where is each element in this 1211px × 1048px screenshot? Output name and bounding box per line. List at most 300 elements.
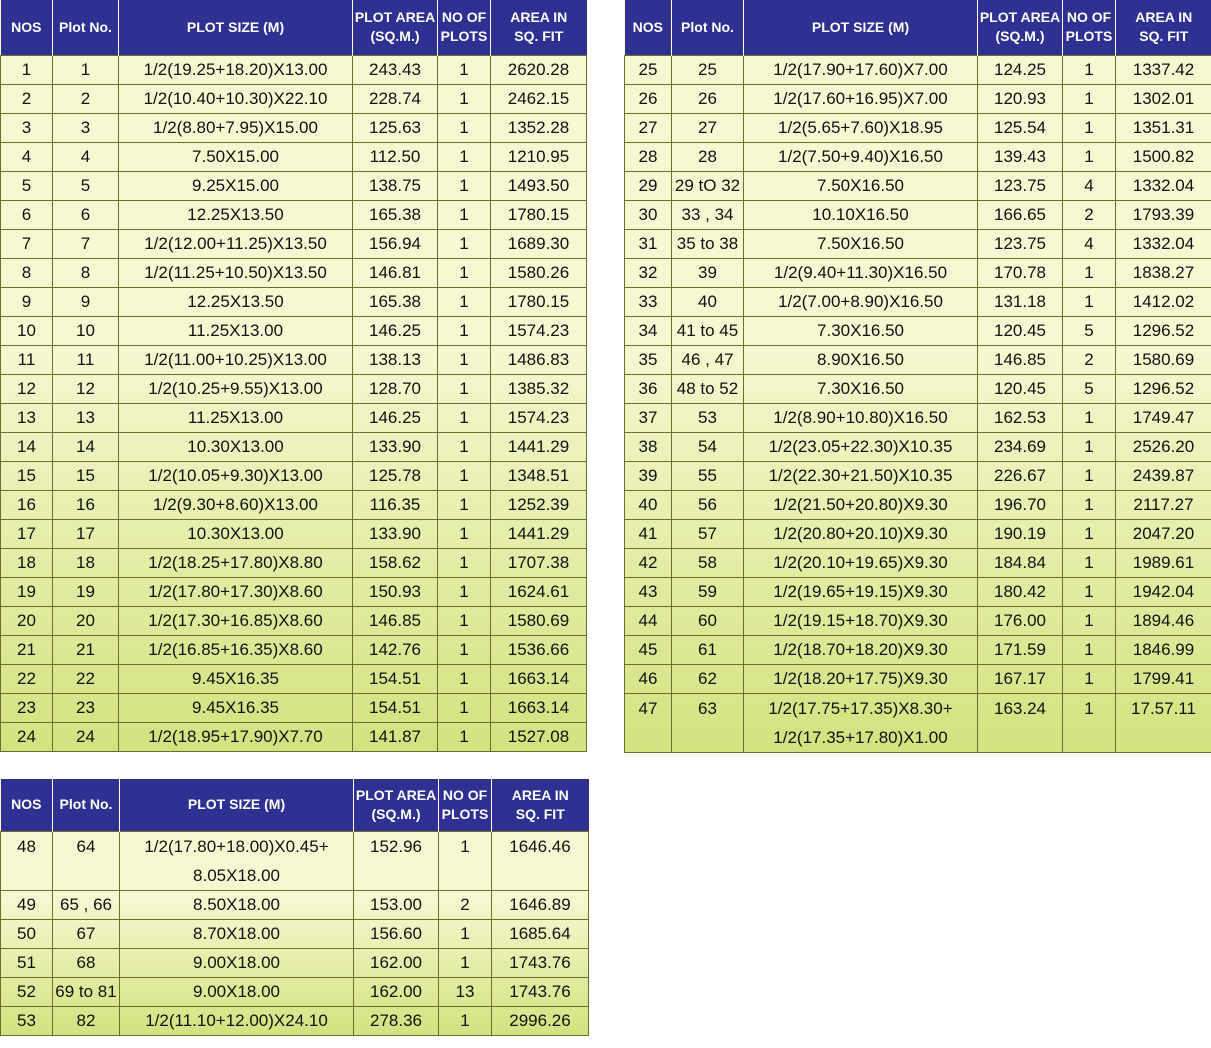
cell-plot-size: 1/2(19.25+18.20)X13.00 <box>119 55 353 84</box>
cell-area-sqft: 1989.61 <box>1116 548 1211 577</box>
cell-no-of-plots: 5 <box>1063 374 1116 403</box>
cell-no-of-plots: 1 <box>438 113 491 142</box>
cell-area-sqft: 1385.32 <box>491 374 587 403</box>
cell-plot-no: 24 <box>53 722 119 751</box>
cell-no-of-plots: 4 <box>1063 171 1116 200</box>
cell-no-of-plots: 1 <box>1063 432 1116 461</box>
cell-plot-no: 27 <box>672 113 744 142</box>
cell-area-sqft: 1689.30 <box>491 229 587 258</box>
cell-area-sqft: 1743.76 <box>492 977 589 1006</box>
cell-plot-area: 243.43 <box>353 55 438 84</box>
header-plot-area-line2: (SQ.M.) <box>371 805 421 822</box>
cell-plot-no: 64 <box>53 831 120 890</box>
cell-plot-no: 1 <box>53 55 119 84</box>
cell-plot-no: 33 , 34 <box>672 200 744 229</box>
cell-nos: 24 <box>1 722 53 751</box>
header-area-in-line2: SQ. FIT <box>514 28 564 45</box>
cell-no-of-plots: 1 <box>438 519 491 548</box>
cell-plot-no: 61 <box>672 635 744 664</box>
table-row <box>1 1006 589 1035</box>
cell-plot-size: 1/2(10.05+9.30)X13.00 <box>119 461 353 490</box>
cell-plot-no: 59 <box>672 577 744 606</box>
cell-plot-size: 1/2(12.00+11.25)X13.50 <box>119 229 353 258</box>
cell-area-sqft: 1348.51 <box>491 461 587 490</box>
cell-no-of-plots: 1 <box>439 948 492 977</box>
cell-plot-size: 12.25X13.50 <box>119 200 353 229</box>
header-area-in-line2: SQ. FIT <box>1139 28 1189 45</box>
table-row <box>1 403 587 432</box>
cell-no-of-plots: 1 <box>438 142 491 171</box>
cell-nos: 16 <box>1 490 53 519</box>
cell-no-of-plots: 1 <box>438 548 491 577</box>
table-row <box>625 403 1211 432</box>
cell-plot-no: 69 to 81 <box>53 977 120 1006</box>
cell-area-sqft: 1337.42 <box>1116 55 1211 84</box>
table-row <box>1 519 587 548</box>
cell-nos: 30 <box>625 200 672 229</box>
cell-plot-area: 123.75 <box>978 229 1063 258</box>
cell-nos: 35 <box>625 345 672 374</box>
cell-plot-no: 15 <box>53 461 119 490</box>
cell-plot-size-line2: 1/2(17.35+17.80)X1.00 <box>773 727 948 747</box>
header-no-of-line1: NO OF <box>1066 9 1112 26</box>
cell-plot-size: 8.70X18.00 <box>120 919 354 948</box>
cell-nos: 26 <box>625 84 672 113</box>
cell-no-of-plots: 1 <box>1063 664 1116 693</box>
cell-nos: 11 <box>1 345 53 374</box>
cell-plot-size: 1/2(11.00+10.25)X13.00 <box>119 345 353 374</box>
table-row <box>625 171 1211 200</box>
cell-area-sqft: 1500.82 <box>1116 142 1211 171</box>
header-plot-no: Plot No. <box>53 779 120 831</box>
cell-plot-size: 11.25X13.00 <box>119 316 353 345</box>
table-row <box>1 606 587 635</box>
table-row <box>625 577 1211 606</box>
cell-plot-size-line1: 1/2(17.75+17.35)X8.30+ <box>768 698 953 718</box>
cell-plot-area: 167.17 <box>978 664 1063 693</box>
cell-nos: 18 <box>1 548 53 577</box>
cell-nos: 45 <box>625 635 672 664</box>
cell-plot-area: 128.70 <box>353 374 438 403</box>
cell-nos: 29 <box>625 171 672 200</box>
cell-nos: 27 <box>625 113 672 142</box>
cell-area-sqft: 1707.38 <box>491 548 587 577</box>
cell-no-of-plots: 1 <box>438 403 491 432</box>
cell-no-of-plots: 1 <box>1063 606 1116 635</box>
cell-plot-size: 8.90X16.50 <box>744 345 978 374</box>
cell-plot-area: 158.62 <box>353 548 438 577</box>
cell-area-sqft: 1780.15 <box>491 287 587 316</box>
cell-no-of-plots: 1 <box>438 345 491 374</box>
cell-plot-size: 1/2(11.10+12.00)X24.10 <box>120 1006 354 1035</box>
table-row <box>1 635 587 664</box>
cell-nos: 19 <box>1 577 53 606</box>
cell-nos: 10 <box>1 316 53 345</box>
table-row <box>1 831 589 890</box>
cell-nos: 46 <box>625 664 672 693</box>
cell-nos: 37 <box>625 403 672 432</box>
cell-no-of-plots: 1 <box>1063 258 1116 287</box>
header-plot-no: Plot No. <box>53 0 119 55</box>
cell-nos: 33 <box>625 287 672 316</box>
cell-no-of-plots: 1 <box>438 635 491 664</box>
cell-area-sqft: 2047.20 <box>1116 519 1211 548</box>
cell-plot-no: 41 to 45 <box>672 316 744 345</box>
table-row <box>1 693 587 722</box>
table-row <box>1 142 587 171</box>
cell-plot-area: 133.90 <box>353 519 438 548</box>
cell-area-sqft: 1580.69 <box>1116 345 1211 374</box>
cell-plot-no: 21 <box>53 635 119 664</box>
cell-no-of-plots: 1 <box>1063 635 1116 664</box>
cell-plot-no: 6 <box>53 200 119 229</box>
cell-no-of-plots: 1 <box>438 461 491 490</box>
cell-plot-area: 116.35 <box>353 490 438 519</box>
cell-plot-size: 1/2(21.50+20.80)X9.30 <box>744 490 978 519</box>
cell-plot-size: 1/2(20.10+19.65)X9.30 <box>744 548 978 577</box>
table-row <box>1 84 587 113</box>
cell-area-sqft: 1646.89 <box>492 890 589 919</box>
cell-plot-area: 141.87 <box>353 722 438 751</box>
table-body-first <box>1 831 589 890</box>
table-row <box>1 948 589 977</box>
cell-plot-no: 56 <box>672 490 744 519</box>
cell-nos: 3 <box>1 113 53 142</box>
cell-area-sqft: 1527.08 <box>491 722 587 751</box>
table-row <box>625 316 1211 345</box>
cell-no-of-plots: 1 <box>1063 519 1116 548</box>
header-plot-area-line1: PLOT AREA <box>354 9 436 26</box>
cell-plot-size: 1/2(17.30+16.85)X8.60 <box>119 606 353 635</box>
cell-plot-no: 22 <box>53 664 119 693</box>
cell-nos: 25 <box>625 55 672 84</box>
cell-plot-size: 7.50X16.50 <box>744 171 978 200</box>
table-row <box>1 664 587 693</box>
cell-nos: 12 <box>1 374 53 403</box>
cell-plot-area: 166.65 <box>978 200 1063 229</box>
cell-plot-no: 10 <box>53 316 119 345</box>
cell-plot-size: 9.45X16.35 <box>119 693 353 722</box>
cell-area-sqft: 1412.02 <box>1116 287 1211 316</box>
table-row <box>625 258 1211 287</box>
cell-plot-no: 82 <box>53 1006 120 1035</box>
table-row <box>1 345 587 374</box>
cell-area-sqft: 1793.39 <box>1116 200 1211 229</box>
cell-nos: 43 <box>625 577 672 606</box>
cell-area-sqft: 1663.14 <box>491 664 587 693</box>
cell-plot-size-line1: 1/2(17.80+18.00)X0.45+ <box>144 836 329 856</box>
cell-no-of-plots: 1 <box>1063 403 1116 432</box>
cell-area-sqft: 1332.04 <box>1116 171 1211 200</box>
header-plot-area-line2: (SQ.M.) <box>995 28 1045 45</box>
table-row <box>1 461 587 490</box>
cell-no-of-plots: 1 <box>438 229 491 258</box>
cell-plot-size: 1/2(10.25+9.55)X13.00 <box>119 374 353 403</box>
cell-plot-no: 3 <box>53 113 119 142</box>
cell-area-sqft: 2117.27 <box>1116 490 1211 519</box>
cell-plot-size: 1/2(8.80+7.95)X15.00 <box>119 113 353 142</box>
table-row <box>625 287 1211 316</box>
cell-plot-area: 120.93 <box>978 84 1063 113</box>
header-no-of-plots <box>439 779 492 831</box>
cell-no-of-plots: 1 <box>438 722 491 751</box>
cell-area-sqft: 1838.27 <box>1116 258 1211 287</box>
cell-plot-area: 162.00 <box>354 948 439 977</box>
cell-plot-no: 68 <box>53 948 120 977</box>
cell-plot-area: 163.24 <box>978 693 1063 752</box>
table-body <box>1 55 587 751</box>
cell-nos: 17 <box>1 519 53 548</box>
table-row <box>625 548 1211 577</box>
cell-nos: 13 <box>1 403 53 432</box>
cell-plot-size: 1/2(22.30+21.50)X10.35 <box>744 461 978 490</box>
cell-plot-size: 1/2(8.90+10.80)X16.50 <box>744 403 978 432</box>
header-plot-area-line1: PLOT AREA <box>355 786 437 803</box>
cell-nos: 38 <box>625 432 672 461</box>
cell-no-of-plots: 1 <box>438 374 491 403</box>
cell-nos: 36 <box>625 374 672 403</box>
cell-plot-area: 150.93 <box>353 577 438 606</box>
cell-plot-area: 165.38 <box>353 287 438 316</box>
cell-plot-area: 184.84 <box>978 548 1063 577</box>
cell-plot-size: 1/2(19.65+19.15)X9.30 <box>744 577 978 606</box>
header-no-of-line2: PLOTS <box>1065 28 1113 45</box>
cell-nos: 40 <box>625 490 672 519</box>
cell-plot-no: 7 <box>53 229 119 258</box>
cell-plot-size: 1/2(18.25+17.80)X8.80 <box>119 548 353 577</box>
cell-plot-size: 1/2(17.90+17.60)X7.00 <box>744 55 978 84</box>
cell-plot-size <box>744 693 978 752</box>
cell-plot-no: 23 <box>53 693 119 722</box>
table-row <box>625 635 1211 664</box>
cell-plot-area: 156.94 <box>353 229 438 258</box>
cell-plot-size: 1/2(7.00+8.90)X16.50 <box>744 287 978 316</box>
cell-area-sqft: 1743.76 <box>492 948 589 977</box>
cell-plot-no: 19 <box>53 577 119 606</box>
cell-plot-no: 63 <box>672 693 744 752</box>
cell-nos: 9 <box>1 287 53 316</box>
table-row <box>625 200 1211 229</box>
cell-nos: 39 <box>625 461 672 490</box>
cell-plot-size: 11.25X13.00 <box>119 403 353 432</box>
cell-area-sqft: 1296.52 <box>1116 316 1211 345</box>
cell-plot-size: 1/2(5.65+7.60)X18.95 <box>744 113 978 142</box>
table-row <box>625 432 1211 461</box>
cell-area-sqft: 1574.23 <box>491 403 587 432</box>
cell-area-sqft: 2996.26 <box>492 1006 589 1035</box>
header-no-of-line1: NO OF <box>441 9 487 26</box>
cell-no-of-plots: 1 <box>439 831 492 890</box>
cell-area-sqft: 1332.04 <box>1116 229 1211 258</box>
table-body <box>625 55 1211 693</box>
table-header <box>1 779 589 831</box>
cell-plot-no: 14 <box>53 432 119 461</box>
table-row <box>1 977 589 1006</box>
cell-plot-size: 7.30X16.50 <box>744 316 978 345</box>
table-row <box>1 548 587 577</box>
header-plot-area <box>978 0 1063 55</box>
table-body-last <box>625 693 1211 752</box>
cell-area-sqft: 1441.29 <box>491 432 587 461</box>
cell-plot-area: 171.59 <box>978 635 1063 664</box>
cell-area-sqft: 1493.50 <box>491 171 587 200</box>
cell-nos: 6 <box>1 200 53 229</box>
cell-no-of-plots: 1 <box>1063 287 1116 316</box>
cell-plot-area: 228.74 <box>353 84 438 113</box>
cell-nos: 50 <box>1 919 53 948</box>
cell-no-of-plots: 1 <box>438 432 491 461</box>
table-row <box>1 577 587 606</box>
cell-plot-size: 1/2(19.15+18.70)X9.30 <box>744 606 978 635</box>
cell-plot-size: 9.00X18.00 <box>120 948 354 977</box>
cell-plot-area: 226.67 <box>978 461 1063 490</box>
plot-table-2 <box>624 0 1211 753</box>
header-area-sqft <box>492 779 589 831</box>
cell-plot-no: 53 <box>672 403 744 432</box>
cell-area-sqft: 1486.83 <box>491 345 587 374</box>
cell-no-of-plots: 1 <box>438 693 491 722</box>
cell-plot-area: 162.00 <box>354 977 439 1006</box>
cell-area-sqft: 1846.99 <box>1116 635 1211 664</box>
cell-plot-size: 1/2(16.85+16.35)X8.60 <box>119 635 353 664</box>
cell-plot-area: 146.85 <box>353 606 438 635</box>
cell-area-sqft: 1302.01 <box>1116 84 1211 113</box>
cell-plot-no: 67 <box>53 919 120 948</box>
cell-plot-area: 139.43 <box>978 142 1063 171</box>
cell-nos: 1 <box>1 55 53 84</box>
cell-no-of-plots: 1 <box>1063 577 1116 606</box>
cell-area-sqft: 1624.61 <box>491 577 587 606</box>
plot-table-1 <box>0 0 587 752</box>
cell-nos: 15 <box>1 461 53 490</box>
cell-no-of-plots: 2 <box>1063 345 1116 374</box>
cell-nos: 28 <box>625 142 672 171</box>
cell-nos: 48 <box>1 831 53 890</box>
cell-plot-size: 10.10X16.50 <box>744 200 978 229</box>
table-row <box>1 229 587 258</box>
cell-no-of-plots: 1 <box>1063 55 1116 84</box>
cell-no-of-plots: 2 <box>439 890 492 919</box>
cell-plot-size <box>120 831 354 890</box>
cell-plot-no: 13 <box>53 403 119 432</box>
cell-plot-no: 28 <box>672 142 744 171</box>
header-plot-area <box>353 0 438 55</box>
cell-plot-no: 5 <box>53 171 119 200</box>
cell-no-of-plots: 1 <box>1063 548 1116 577</box>
cell-area-sqft: 1296.52 <box>1116 374 1211 403</box>
header-area-in-line1: AREA IN <box>511 786 569 803</box>
cell-plot-area: 123.75 <box>978 171 1063 200</box>
cell-area-sqft: 2620.28 <box>491 55 587 84</box>
table-row <box>1 890 589 919</box>
cell-plot-area: 120.45 <box>978 316 1063 345</box>
cell-nos: 34 <box>625 316 672 345</box>
header-area-in-line2: SQ. FIT <box>515 805 565 822</box>
cell-no-of-plots: 1 <box>438 664 491 693</box>
table-row <box>625 664 1211 693</box>
header-no-of-plots <box>438 0 491 55</box>
cell-plot-no: 39 <box>672 258 744 287</box>
cell-plot-no: 18 <box>53 548 119 577</box>
cell-no-of-plots: 1 <box>1063 490 1116 519</box>
cell-plot-size: 1/2(11.25+10.50)X13.50 <box>119 258 353 287</box>
cell-plot-size: 9.00X18.00 <box>120 977 354 1006</box>
cell-nos: 23 <box>1 693 53 722</box>
header-no-of-plots <box>1063 0 1116 55</box>
cell-plot-size: 1/2(10.40+10.30)X22.10 <box>119 84 353 113</box>
cell-nos: 31 <box>625 229 672 258</box>
table-row <box>625 229 1211 258</box>
cell-nos: 51 <box>1 948 53 977</box>
cell-nos: 32 <box>625 258 672 287</box>
cell-plot-area: 152.96 <box>354 831 439 890</box>
cell-area-sqft: 1252.39 <box>491 490 587 519</box>
table-row <box>1 171 587 200</box>
cell-plot-area: 138.13 <box>353 345 438 374</box>
cell-no-of-plots: 1 <box>438 55 491 84</box>
cell-area-sqft: 1646.46 <box>492 831 589 890</box>
cell-plot-area: 125.78 <box>353 461 438 490</box>
cell-no-of-plots: 2 <box>1063 200 1116 229</box>
cell-plot-area: 138.75 <box>353 171 438 200</box>
cell-no-of-plots: 1 <box>439 1006 492 1035</box>
cell-nos: 7 <box>1 229 53 258</box>
cell-plot-area: 146.25 <box>353 403 438 432</box>
cell-area-sqft: 1894.46 <box>1116 606 1211 635</box>
table-row <box>625 693 1211 752</box>
header-no-of-line2: PLOTS <box>441 805 489 822</box>
cell-plot-size: 9.45X16.35 <box>119 664 353 693</box>
cell-nos: 52 <box>1 977 53 1006</box>
cell-plot-size: 1/2(9.40+11.30)X16.50 <box>744 258 978 287</box>
cell-plot-no: 4 <box>53 142 119 171</box>
cell-area-sqft: 1580.26 <box>491 258 587 287</box>
cell-plot-no: 55 <box>672 461 744 490</box>
cell-nos: 42 <box>625 548 672 577</box>
cell-plot-area: 196.70 <box>978 490 1063 519</box>
cell-plot-area: 124.25 <box>978 55 1063 84</box>
cell-plot-no: 12 <box>53 374 119 403</box>
cell-no-of-plots: 1 <box>1063 84 1116 113</box>
cell-no-of-plots: 1 <box>438 84 491 113</box>
cell-plot-area: 162.53 <box>978 403 1063 432</box>
table-row <box>625 84 1211 113</box>
cell-area-sqft: 1685.64 <box>492 919 589 948</box>
cell-plot-no: 58 <box>672 548 744 577</box>
cell-plot-area: 278.36 <box>354 1006 439 1035</box>
cell-nos: 22 <box>1 664 53 693</box>
table-row <box>625 55 1211 84</box>
cell-area-sqft: 1942.04 <box>1116 577 1211 606</box>
cell-plot-area: 120.45 <box>978 374 1063 403</box>
cell-plot-no: 2 <box>53 84 119 113</box>
cell-plot-area: 190.19 <box>978 519 1063 548</box>
table-header <box>1 0 587 55</box>
cell-plot-no: 29 tO 32 <box>672 171 744 200</box>
cell-plot-no: 40 <box>672 287 744 316</box>
cell-nos: 53 <box>1 1006 53 1035</box>
cell-plot-size: 7.50X15.00 <box>119 142 353 171</box>
cell-no-of-plots: 1 <box>438 200 491 229</box>
cell-nos: 14 <box>1 432 53 461</box>
cell-plot-area: 165.38 <box>353 200 438 229</box>
table-header <box>625 0 1211 55</box>
cell-area-sqft: 1351.31 <box>1116 113 1211 142</box>
cell-plot-no: 9 <box>53 287 119 316</box>
cell-plot-size: 1/2(17.80+17.30)X8.60 <box>119 577 353 606</box>
cell-plot-area: 156.60 <box>354 919 439 948</box>
header-nos: NOS <box>1 0 53 55</box>
